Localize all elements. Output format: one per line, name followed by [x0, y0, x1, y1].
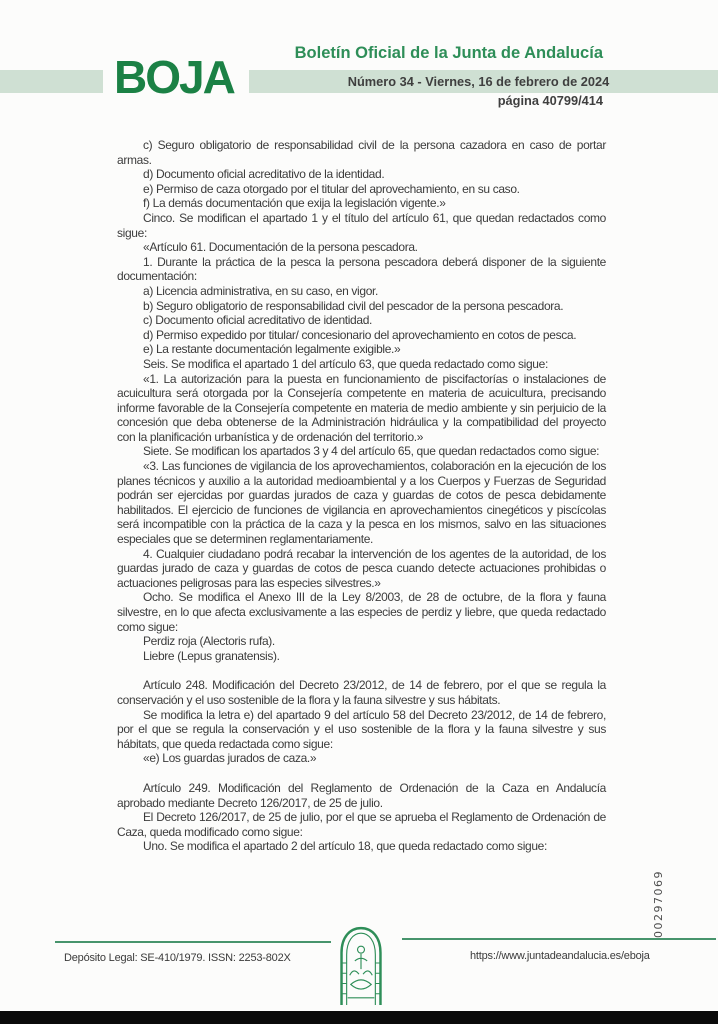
- screen-bottom-bar: [0, 1011, 718, 1024]
- bulletin-title: Boletín Oficial de la Junta de Andalucía: [294, 44, 603, 62]
- header-band-left: [0, 70, 103, 93]
- paragraph: Perdiz roja (Alectoris rufa).: [143, 634, 275, 649]
- paragraph: d) Permiso expedido por titular/ concesionario del aprovechamiento en cotos de pesca.: [143, 327, 577, 342]
- paragraph: «Artículo 61. Documentación de la persona pescadora.: [143, 240, 418, 255]
- footer-rule-right: [402, 938, 716, 940]
- paragraph: Uno. Se modifica el apartado 2 del artículo 18, que queda redactado como sigue:: [143, 839, 547, 854]
- paragraph: c) Seguro obligatorio de responsabilidad civil de la persona cazadora en caso de portar armas.: [117, 138, 606, 167]
- paragraph: d) Documento oficial acreditativo de la identidad.: [143, 167, 385, 182]
- page-number: página 40799/414: [497, 93, 603, 108]
- paragraph: c) Documento oficial acreditativo de identidad.: [143, 313, 373, 328]
- paragraph: Ocho. Se modifica el Anexo III de la Ley 8/2003, de 28 de octubre, de la flora y fauna silvestre, en lo que afecta exclusivamente a las especies de perdiz y liebre, que queda redactado como sigue:: [117, 590, 606, 634]
- junta-andalucia-emblem-icon: [337, 924, 385, 1011]
- deposit-legal-issn: Depósito Legal: SE-410/1979. ISSN: 2253-802X: [64, 952, 291, 964]
- paragraph: b) Seguro obligatorio de responsabilidad civil del pescador de la persona pescadora.: [143, 298, 564, 313]
- paragraph: 1. Durante la práctica de la pesca la persona pescadora deberá disponer de la siguiente documentación:: [117, 254, 606, 284]
- eboja-url-link[interactable]: https://www.juntadeandalucia.es/eboja: [470, 950, 650, 962]
- paragraph: e) Permiso de caza otorgado por el titular del aprovechamiento, en su caso.: [143, 181, 520, 196]
- paragraph: e) La restante documentación legalmente exigible.»: [143, 342, 401, 357]
- paragraph: Seis. Se modifica el apartado 1 del artículo 63, que queda redactado como sigue:: [143, 356, 548, 371]
- paragraph: El Decreto 126/2017, de 25 de julio, por el que se aprueba el Reglamento de Ordenación de Caza, queda modificado como sigue:: [117, 810, 606, 839]
- verification-code: 00297069: [652, 870, 665, 938]
- paragraph: Artículo 248. Modificación del Decreto 23/2012, de 14 de febrero, por el que se regula la conservación y el uso sostenible de la flora y la fauna silvestre y sus hábitats.: [117, 678, 606, 707]
- paragraph: Liebre (Lepus granatensis).: [143, 648, 280, 663]
- paragraph: Cinco. Se modifican el apartado 1 y el título del artículo 61, que quedan redactados como sigue:: [117, 210, 606, 240]
- paragraph: Artículo 249. Modificación del Reglamento de Ordenación de la Caza en Andalucía aprobado mediante Decreto 126/2017, de 25 de julio.: [117, 780, 606, 810]
- issue-number-date: Número 34 - Viernes, 16 de febrero de 2024: [347, 74, 610, 89]
- paragraph: 4. Cualquier ciudadano podrá recabar la intervención de los agentes de la autoridad, de los guardas jurado de caza y guardas de cotos de pesca cuando detecte actuaciones prohibidas o actuaciones peligrosas para las especies silvestres.»: [117, 546, 606, 590]
- document-body: [117, 138, 606, 854]
- boja-logo: BOJA: [114, 51, 234, 103]
- paragraph: «3. Las funciones de vigilancia de los aprovechamientos, colaboración en la ejecución de los planes técnicos y auxilio a la autoridad medioambiental y a los Cuerpos y Fuerzas de Seguridad podrán ser ejercidas por guardas jurados de caza y guardas de cotos de pesca debidamente habilitados. El ejercicio de funciones de vigilancia en aprovechamientos cinegéticos y piscícolas será incompatible con la práctica de la caza y la pesca en los mismos, salvo en las situaciones especiales que se determinen reglamentariamente.: [117, 459, 606, 547]
- paragraph: a) Licencia administrativa, en su caso, en vigor.: [143, 283, 378, 298]
- paragraph: «1. La autorización para la puesta en funcionamiento de piscifactorías o instalaciones de acuicultura será otorgada por la Consejería competente en materia de acuicultura, precisando informe favorable de la Consejería competente en materia de medio ambiente y sin perjuicio de la concesión que deba obtenerse de la Administración hidráulica y la compatibilidad del proyecto con la planificación urbanística y de ordenación del territorio.»: [117, 371, 606, 444]
- paragraph: «e) Los guardas jurados de caza.»: [143, 751, 317, 766]
- paragraph: f) La demás documentación que exija la legislación vigente.»: [143, 196, 446, 211]
- paragraph: Siete. Se modifican los apartados 3 y 4 del artículo 65, que quedan redactados como sigue:: [143, 444, 600, 459]
- footer-rule-left: [55, 941, 331, 943]
- paragraph: Se modifica la letra e) del apartado 9 del artículo 58 del Decreto 23/2012, de 14 de febrero, por el que se regula la conservación y el uso sostenible de la flora y la fauna silvestre y sus hábitats, que queda redactada como sigue:: [117, 707, 606, 751]
